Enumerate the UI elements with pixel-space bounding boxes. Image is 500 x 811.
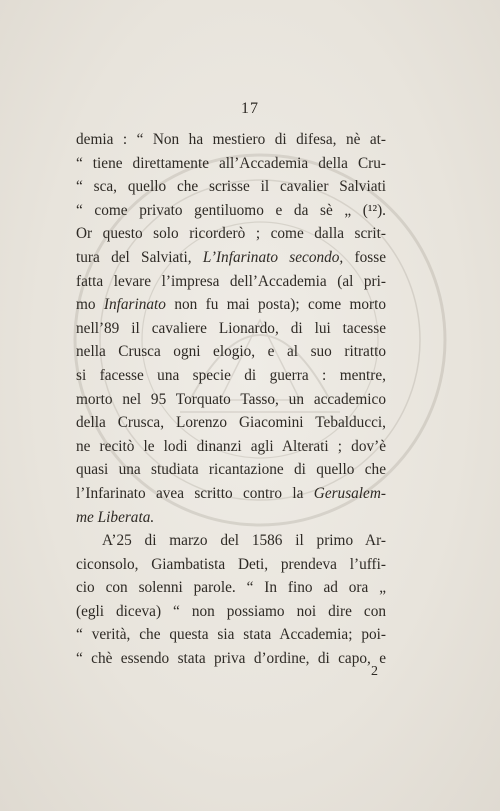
text-line: nell’89 il cavaliere Lionardo, di lui tacesse [76,319,386,337]
text-line: demia : “ Non ha mestiero di difesa, nè at- [76,131,386,148]
text-line [76,482,386,506]
text-fragment: mo [76,296,96,314]
text-line: morto nel 95 Torquato Tasso, un accademico [76,390,386,408]
text-fragment: fosse [354,248,386,266]
italic-title: L’Infarinato secondo, [202,248,344,266]
text-line: si facesse una specie di guerra : mentre, [76,366,386,384]
text-line: (egli diceva) “ non possiamo noi dire con [76,602,386,620]
text-line: della Crusca, Lorenzo Giacomini Tebalducci, [76,414,386,432]
italic-title: Gerusalem- [313,484,386,502]
text-line: Or questo solo ricorderò ; come dalla scrit- [76,225,386,243]
text-line: nella Crusca ogni elogio, e al suo ritratto [76,343,386,361]
text-line [76,293,386,317]
italic-title: me Liberata. [76,508,155,526]
text-fragment: tura del Salviati, [76,248,192,266]
page-number: 17 [241,100,259,117]
text-line: “ come privato gentiluomo e da sè „ (¹²). [76,201,386,219]
text-line: quasi una studiata ricantazione di quello che [76,461,386,479]
signature-mark: 2 [371,664,378,679]
text-line [76,246,386,270]
italic-title: Infarinato [103,296,166,314]
text-fragment: l’Infarinato avea scritto contro la [76,484,304,502]
text-fragment: non fu mai posta); come morto [174,296,387,314]
text-line: “ sca, quello che scrisse il cavalier Salviati [76,178,386,196]
text-line [76,506,386,530]
text-line: “ chè essendo stata priva d’ordine, di capo, e [76,650,386,668]
body-text [76,128,386,671]
text-line: “ verità, che questa sia stata Accademia; poi- [76,626,386,644]
text-line: cio con solenni parole. “ In fino ad ora „ [76,579,386,597]
text-line: ne recitò le lodi dinanzi agli Alterati ; dov’è [76,437,386,455]
text-line: fatta levare l’impresa dell’Accademia (al pri- [76,272,386,290]
text-line: A’25 di marzo del 1586 il primo Ar- [102,532,386,550]
text-line: “ tiene direttamente all’Accademia della Cru- [76,154,386,172]
text-line: ciconsolo, Giambatista Deti, prendeva l’uffi- [76,555,386,573]
